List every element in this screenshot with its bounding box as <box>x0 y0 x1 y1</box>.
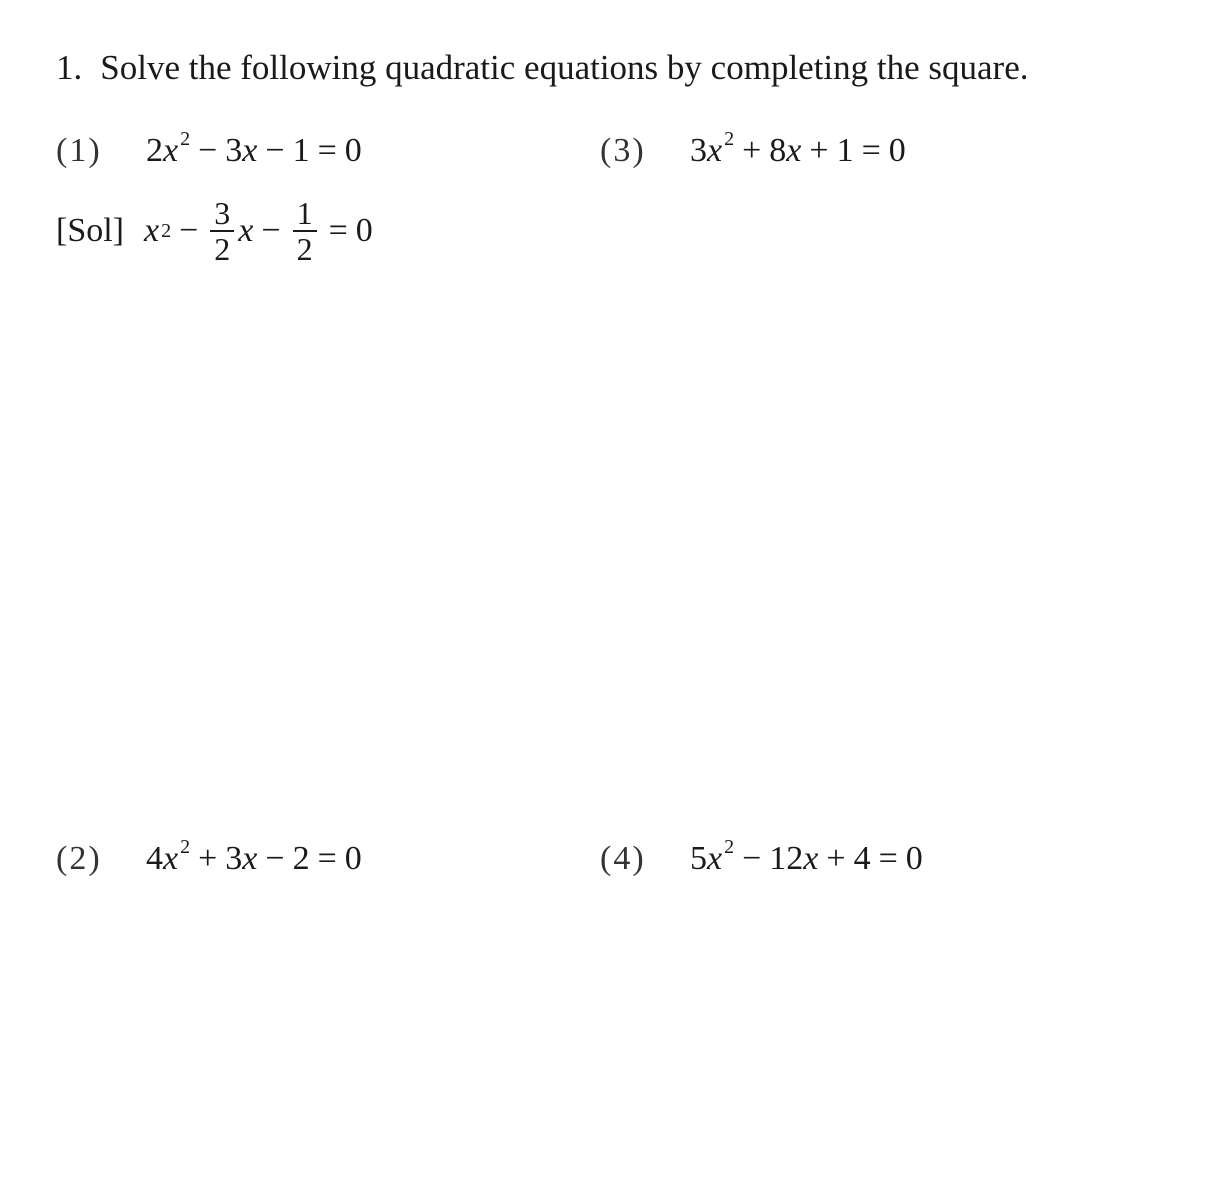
operator: − <box>198 132 218 169</box>
exponent: 2 <box>180 836 191 858</box>
constant: 4 <box>853 840 871 877</box>
coefficient-b: 3 <box>225 132 243 169</box>
problem-label: (3) <box>600 132 646 169</box>
exponent: 2 <box>724 128 735 150</box>
operator: − <box>742 840 762 877</box>
exponent: 2 <box>161 219 172 242</box>
fraction-numerator: 3 <box>210 196 234 232</box>
operator: − <box>261 212 281 249</box>
right-hand-side: 0 <box>905 840 923 877</box>
right-hand-side: 0 <box>355 212 373 249</box>
problem-equation <box>690 128 906 169</box>
variable: x <box>163 132 179 169</box>
equals-sign: = <box>878 840 898 877</box>
variable: x <box>803 840 819 877</box>
variable: x <box>242 132 258 169</box>
variable: x <box>786 132 802 169</box>
equals-sign: = <box>317 132 337 169</box>
fraction-denominator: 2 <box>296 231 313 267</box>
operator: + <box>809 132 829 169</box>
equals-sign: = <box>317 840 337 877</box>
fraction-one-half <box>293 196 317 266</box>
variable: x <box>707 132 723 169</box>
constant: 1 <box>292 132 310 169</box>
problem-label: (1) <box>56 132 102 169</box>
fraction-three-halves <box>210 196 234 266</box>
exponent: 2 <box>724 836 735 858</box>
variable: x <box>144 212 160 249</box>
equals-sign: = <box>328 212 348 249</box>
right-hand-side: 0 <box>888 132 906 169</box>
constant: 1 <box>836 132 854 169</box>
coefficient-b: 8 <box>769 132 787 169</box>
problem-label: (4) <box>600 840 646 877</box>
constant: 2 <box>292 840 310 877</box>
problem-1 <box>56 128 362 170</box>
exponent: 2 <box>180 128 191 150</box>
operator: − <box>179 212 199 249</box>
fraction-denominator: 2 <box>214 231 231 267</box>
coefficient-a: 3 <box>690 132 707 169</box>
coefficient-a: 5 <box>690 840 707 877</box>
operator: + <box>742 132 762 169</box>
problem-4 <box>600 836 923 878</box>
coefficient-a: 4 <box>146 840 163 877</box>
solution-line <box>56 196 373 266</box>
coefficient-b: 3 <box>225 840 243 877</box>
problem-equation <box>146 836 362 877</box>
solution-label: [Sol] <box>56 212 124 249</box>
operator: + <box>198 840 218 877</box>
question-text: Solve the following quadratic equations by completing the square. <box>100 48 1029 87</box>
problem-equation <box>690 836 923 877</box>
problem-equation <box>146 128 362 169</box>
solution-equation <box>144 196 373 266</box>
problem-2 <box>56 836 362 878</box>
question-number: 1. <box>56 48 83 87</box>
variable: x <box>238 212 254 249</box>
variable: x <box>163 840 179 877</box>
right-hand-side: 0 <box>344 840 362 877</box>
variable: x <box>707 840 723 877</box>
equals-sign: = <box>861 132 881 169</box>
operator: − <box>265 132 285 169</box>
question-heading <box>56 48 1029 88</box>
problem-3 <box>600 128 906 170</box>
coefficient-b: 12 <box>769 840 804 877</box>
operator: − <box>265 840 285 877</box>
coefficient-a: 2 <box>146 132 163 169</box>
variable: x <box>242 840 258 877</box>
operator: + <box>826 840 846 877</box>
fraction-numerator: 1 <box>293 196 317 232</box>
right-hand-side: 0 <box>344 132 362 169</box>
problem-label: (2) <box>56 840 102 877</box>
